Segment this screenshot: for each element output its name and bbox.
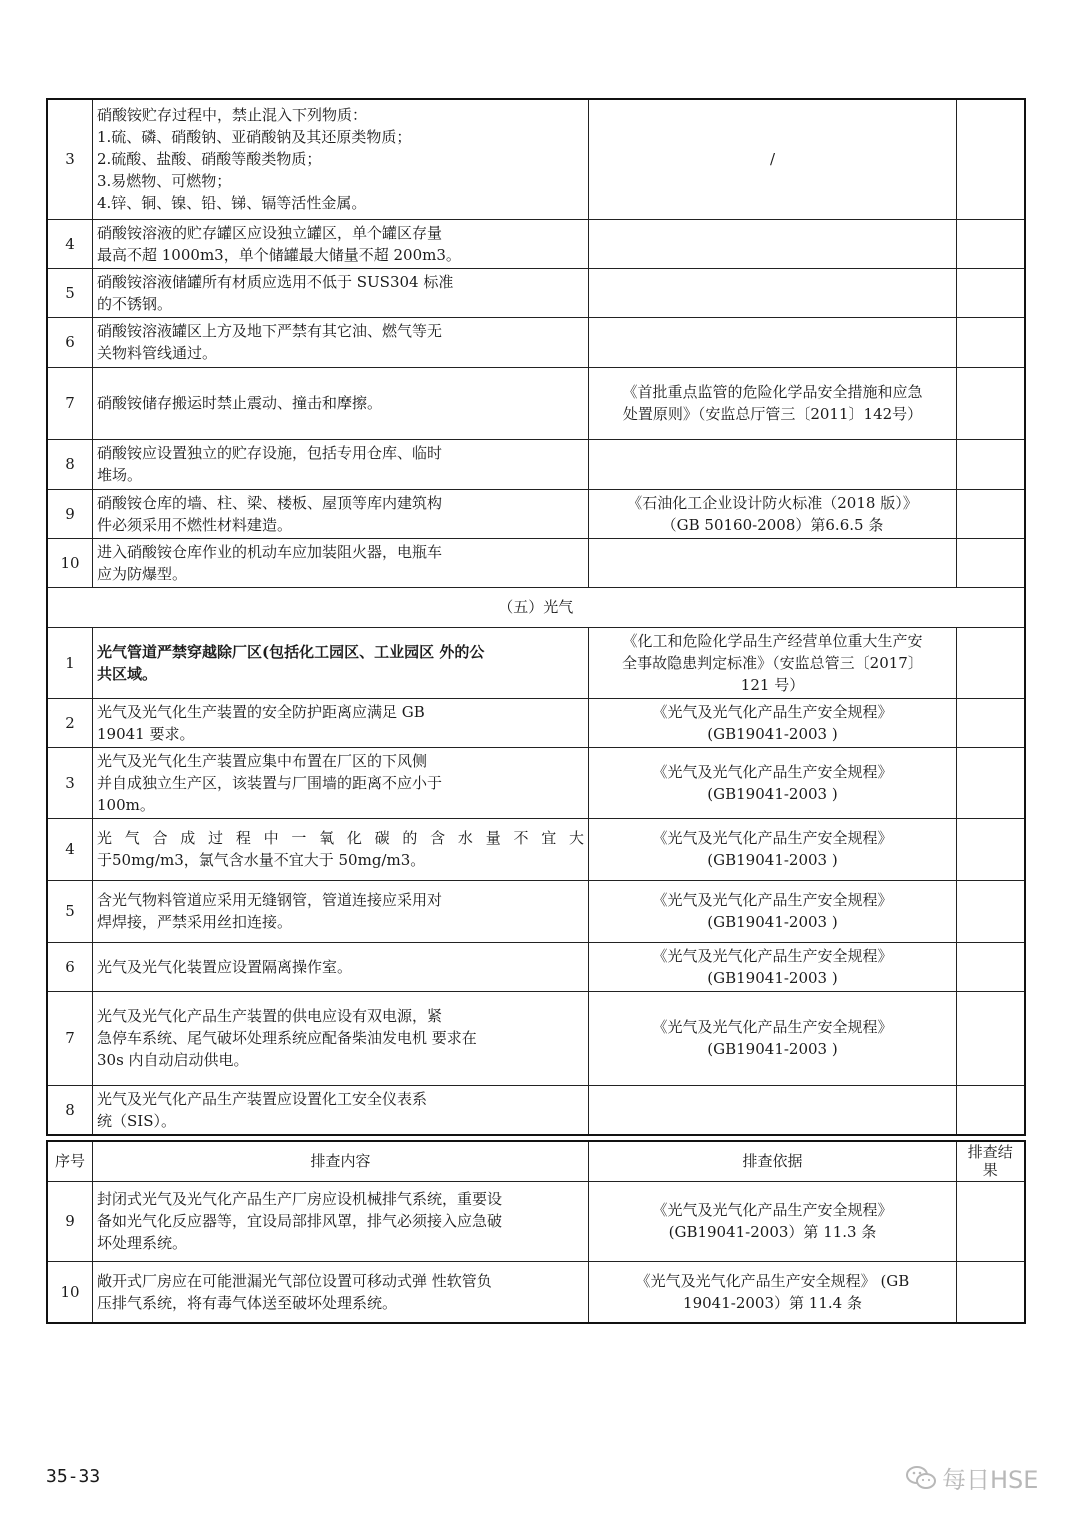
basis-line: 《光气及光气化产品生产安全规程》 <box>652 946 893 965</box>
row-number: 5 <box>47 268 93 317</box>
content-line: 硝酸铵溶液的贮存罐区应设独立罐区，单个罐区存量 <box>97 223 443 242</box>
basis-line: 《光气及光气化产品生产安全规程》 (GB <box>635 1271 910 1290</box>
row-content <box>93 367 589 439</box>
row-basis <box>589 698 957 747</box>
basis-line: （GB 50160-2008）第6.6.5 条 <box>661 515 884 534</box>
table-row <box>47 268 1025 317</box>
basis-line: (GB19041-2003 ) <box>707 1040 838 1058</box>
row-number: 2 <box>47 698 93 747</box>
row-number: 4 <box>47 219 93 268</box>
row-content <box>93 99 589 219</box>
basis-line: 121 号） <box>740 675 805 694</box>
continuation-rows <box>47 1181 1025 1323</box>
content-line: 硝酸铵应设置独立的贮存设施，包括专用仓库、临时 <box>97 444 443 462</box>
row-basis <box>589 1181 957 1261</box>
row-basis <box>589 367 957 439</box>
safety-checklist-table <box>46 98 1026 1136</box>
row-content <box>93 219 589 268</box>
row-number: 10 <box>47 1261 93 1323</box>
watermark <box>906 1460 1038 1495</box>
content-line: 件必须采用不燃性材料建造。 <box>97 515 293 534</box>
row-basis <box>589 317 957 367</box>
basis-line: 《石油化工企业设计防火标准（2018 版）》 <box>627 493 918 512</box>
content-line: 硝酸铵贮存过程中，禁止混入下列物质： <box>97 106 368 125</box>
content-line: 硝酸铵仓库的墙、柱、梁、楼板、屋顶等库内建筑构 <box>97 493 443 512</box>
row-basis <box>589 1085 957 1135</box>
row-number: 6 <box>47 942 93 991</box>
row-basis <box>589 880 957 942</box>
row-number: 5 <box>47 880 93 942</box>
row-number: 7 <box>47 991 93 1085</box>
row-number: 8 <box>47 439 93 489</box>
table-row <box>47 439 1025 489</box>
content-line: 光气及光气化生产装置的安全防护距离应满足 GB <box>97 702 425 721</box>
content-line: 硝酸铵溶液储罐所有材质应选用不低于 SUS304 标准 <box>97 272 454 291</box>
content-line: 敞开式厂房应在可能泄漏光气部位设置可移动式弹 性软管负 <box>97 1271 492 1290</box>
table-row <box>47 747 1025 818</box>
content-line: 堆场。 <box>97 466 143 484</box>
content-line: 光气及光气化生产装置应集中布置在厂区的下风侧 <box>97 751 428 770</box>
row-content <box>93 1085 589 1135</box>
row-basis <box>589 1261 957 1323</box>
wechat-icon <box>906 1465 936 1491</box>
table-row <box>47 99 1025 219</box>
basis-line: 《光气及光气化产品生产安全规程》 <box>652 1201 893 1219</box>
row-number: 6 <box>47 317 93 367</box>
table-row <box>47 1181 1025 1261</box>
row-content <box>93 439 589 489</box>
table-row <box>47 1261 1025 1323</box>
row-number: 3 <box>47 99 93 219</box>
table-row <box>47 489 1025 538</box>
row-result <box>957 942 1025 991</box>
row-result <box>957 1261 1025 1323</box>
content-line: 1.硫、磷、硝酸钠、亚硝酸钠及其还原类物质； <box>97 128 412 147</box>
table-row <box>47 317 1025 367</box>
row-content <box>93 942 589 991</box>
row-number: 8 <box>47 1085 93 1135</box>
row-result <box>957 439 1025 489</box>
basis-line: 全事故隐患判定标准》（安监总管三〔2017〕 <box>622 653 923 672</box>
checklist-continuation-table <box>46 1140 1026 1324</box>
header-result: 排查结果 <box>957 1141 1025 1181</box>
row-basis <box>589 99 957 219</box>
header-content: 排查内容 <box>93 1141 589 1181</box>
row-result <box>957 219 1025 268</box>
basis-line: (GB19041-2003 ) <box>707 724 838 743</box>
row-result <box>957 627 1025 698</box>
content-line: 关物料管线通过。 <box>97 344 218 362</box>
content-line: 封闭式光气及光气化产品生产厂房应设机械排气系统，重要设 <box>97 1190 503 1208</box>
row-number: 10 <box>47 538 93 587</box>
row-basis <box>589 439 957 489</box>
row-basis <box>589 489 957 538</box>
basis-line: 19041-2003）第 11.4 条 <box>683 1293 862 1312</box>
content-line: 压排气系统，将有毒气体送至破坏处理系统。 <box>97 1293 398 1312</box>
content-line: 4.锌、铜、镍、铅、锑、镉等活性金属。 <box>97 194 367 213</box>
row-result <box>957 317 1025 367</box>
content-line: 2.硫酸、盐酸、硝酸等酸类物质； <box>97 150 322 169</box>
content-line: 统（SIS）。 <box>97 1111 176 1130</box>
row-result <box>957 818 1025 880</box>
basis-line: 《光气及光气化产品生产安全规程》 <box>652 762 893 781</box>
row-content <box>93 489 589 538</box>
row-content <box>93 991 589 1085</box>
row-basis <box>589 991 957 1085</box>
row-basis <box>589 219 957 268</box>
content-line: 硝酸铵溶液罐区上方及地下严禁有其它油、燃气等无 <box>97 322 443 340</box>
row-result <box>957 991 1025 1085</box>
table-row <box>47 818 1025 880</box>
table-row <box>47 219 1025 268</box>
section-header-row <box>47 587 1025 627</box>
row-basis <box>589 818 957 880</box>
content-line: 共区域。 <box>97 664 158 683</box>
row-content <box>93 747 589 818</box>
row-result <box>957 1181 1025 1261</box>
row-basis <box>589 268 957 317</box>
row-content <box>93 880 589 942</box>
row-number: 4 <box>47 818 93 880</box>
table-row <box>47 367 1025 439</box>
section-title: （五）光气 <box>47 587 1025 627</box>
basis-line: 《光气及光气化产品生产安全规程》 <box>652 702 893 721</box>
table-row <box>47 991 1025 1085</box>
content-line: 焊焊接，严禁采用丝扣连接。 <box>97 913 293 931</box>
header-basis: 排查依据 <box>589 1141 957 1181</box>
basis-line: 《光气及光气化产品生产安全规程》 <box>652 829 893 847</box>
content-line: 坏处理系统。 <box>97 1234 188 1252</box>
row-content <box>93 1261 589 1323</box>
basis-line: (GB19041-2003 ) <box>707 851 838 869</box>
basis-line: 《光气及光气化产品生产安全规程》 <box>652 1018 893 1036</box>
basis-line: (GB19041-2003）第 11.3 条 <box>668 1223 877 1241</box>
page-number: 35-33 <box>46 1466 101 1487</box>
basis-line: (GB19041-2003 ) <box>707 784 838 803</box>
row-basis <box>589 747 957 818</box>
table-row <box>47 942 1025 991</box>
header-row <box>47 1141 1025 1181</box>
watermark-text: 每日HSE <box>942 1466 1039 1494</box>
content-line: 含光气物料管道应采用无缝钢管，管道连接应采用对 <box>97 891 443 909</box>
content-line: 急停车系统、尾气破坏处理系统应配备柴油发电机 要求在 <box>97 1029 477 1047</box>
row-number: 1 <box>47 627 93 698</box>
phosgene-rows <box>47 627 1025 1135</box>
row-number: 3 <box>47 747 93 818</box>
basis-line: 《首批重点监管的危险化学品安全措施和应急 <box>622 383 923 401</box>
row-content <box>93 698 589 747</box>
table-row <box>47 627 1025 698</box>
table-row <box>47 538 1025 587</box>
row-content <box>93 627 589 698</box>
row-content <box>93 268 589 317</box>
row-content <box>93 538 589 587</box>
content-line: 的不锈钢。 <box>97 294 173 313</box>
content-line: 备如光气化反应器等，宜设局部排风罩，排气必须接入应急破 <box>97 1212 503 1230</box>
header-no: 序号 <box>47 1141 93 1181</box>
row-result <box>957 538 1025 587</box>
content-line: 光气合成过程中一氧化碳的含水量不宜大 <box>97 829 584 847</box>
row-result <box>957 1085 1025 1135</box>
row-basis <box>589 942 957 991</box>
content-line: 100m。 <box>97 795 155 814</box>
row-result <box>957 747 1025 818</box>
content-line: 并自成独立生产区，该装置与厂围墙的距离不应小于 <box>97 773 443 792</box>
basis-line: (GB19041-2003 ) <box>707 913 838 931</box>
content-line: 3.易燃物、可燃物； <box>97 172 232 191</box>
row-basis <box>589 627 957 698</box>
row-basis <box>589 538 957 587</box>
table-row <box>47 698 1025 747</box>
content-line: 30s 内自动启动供电。 <box>97 1051 249 1069</box>
row-result <box>957 698 1025 747</box>
content-line: 硝酸铵储存搬运时禁止震动、撞击和摩擦。 <box>97 394 383 412</box>
basis-line: (GB19041-2003 ) <box>707 968 838 987</box>
content-line: 最高不超 1000m3，单个储罐最大储量不超 200m3。 <box>97 245 461 264</box>
content-line: 光气及光气化产品生产装置的供电应设有双电源，紧 <box>97 1007 443 1025</box>
row-result <box>957 268 1025 317</box>
row-content <box>93 818 589 880</box>
row-number: 9 <box>47 1181 93 1261</box>
table-row <box>47 1085 1025 1135</box>
content-line: 于50mg/m3，氯气含水量不宜大于 50mg/m3。 <box>97 851 426 869</box>
row-result <box>957 99 1025 219</box>
basis-line: 《化工和危险化学品生产经营单位重大生产安 <box>622 631 923 650</box>
row-number: 9 <box>47 489 93 538</box>
content-line: 光气及光气化装置应设置隔离操作室。 <box>97 957 353 976</box>
content-line: 光气及光气化产品生产装置应设置化工安全仪表系 <box>97 1089 428 1108</box>
content-line: 进入硝酸铵仓库作业的机动车应加装阻火器，电瓶车 <box>97 542 443 561</box>
basis-line: / <box>769 150 776 169</box>
row-result <box>957 367 1025 439</box>
row-content <box>93 317 589 367</box>
row-number: 7 <box>47 367 93 439</box>
row-result <box>957 880 1025 942</box>
basis-line: 处置原则》（安监总厅管三〔2011〕142号） <box>622 405 923 423</box>
table-row <box>47 880 1025 942</box>
content-line: 19041 要求。 <box>97 724 195 743</box>
content-line: 应为防爆型。 <box>97 564 188 583</box>
row-result <box>957 489 1025 538</box>
row-content <box>93 1181 589 1261</box>
nitrate-rows <box>47 99 1025 587</box>
basis-line: 《光气及光气化产品生产安全规程》 <box>652 891 893 909</box>
content-line: 光气管道严禁穿越除厂区(包括化工园区、工业园区 外的公 <box>97 642 485 661</box>
